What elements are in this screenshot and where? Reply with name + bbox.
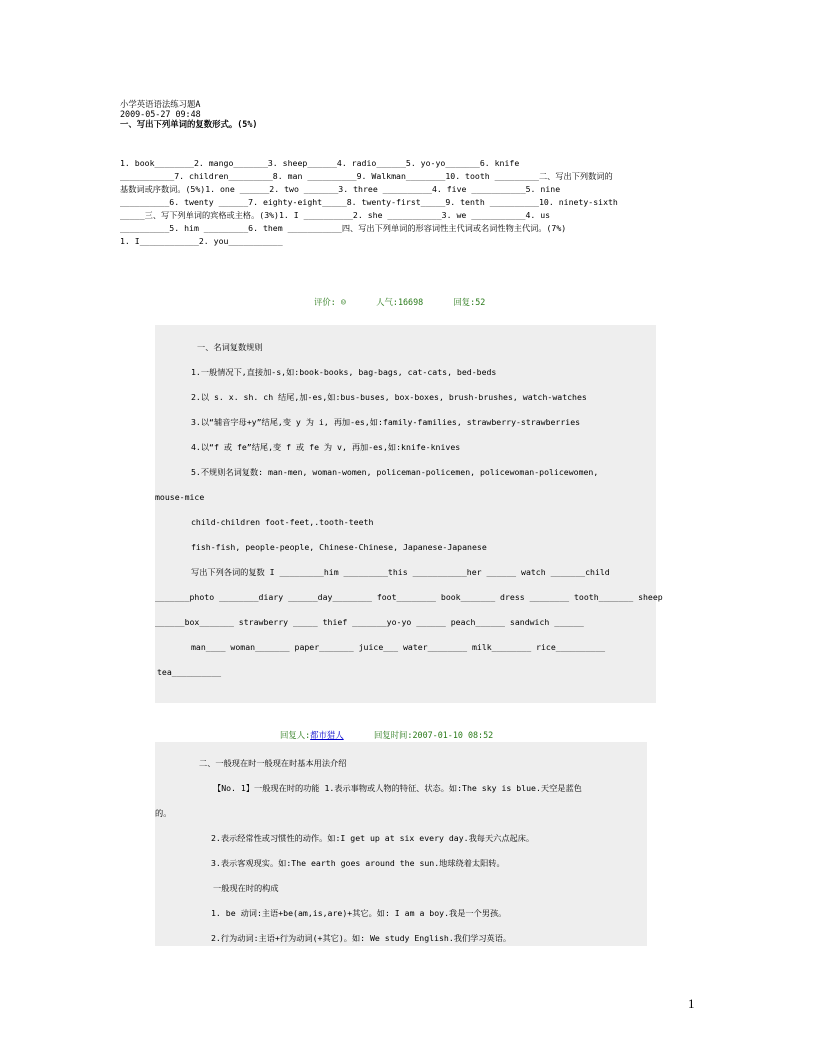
document-title: 小学英语语法练习题A <box>120 99 201 109</box>
practice-line-2: _______photo ________diary ______day________ foot________ book_______ dress ________ tooth_______ sheep <box>155 592 663 602</box>
box1-heading: 一、名词复数规则 <box>197 342 263 352</box>
practice-line-1: 写出下列各词的复数 I _________him _________this ___________her ______ watch _______child <box>191 567 610 577</box>
rule-4: 4.以“f 或 fe”结尾,变 f 或 fe 为 v, 再加-es,如:knife-knives <box>191 442 461 452</box>
practice-line-4: man____ woman_______ paper_______ juice___ water________ milk________ rice__________ <box>191 642 606 652</box>
structure-1: 1. be 动词:主语+be(am,is,are)+其它。如: I am a boy.我是一个男孩。 <box>211 908 507 918</box>
exercise-line: 基数词或序数词。(5%)1. one ______2. two _______3. three __________4. five ___________5. nine <box>120 184 561 194</box>
smiley-icon: ☺ <box>340 297 346 307</box>
replies-value: 52 <box>475 297 486 307</box>
no1-continued: 的。 <box>155 808 172 818</box>
practice-line-3: ______box_______ strawberry _____ thief _______yo-yo ______ peach______ sandwich ______ <box>155 617 584 627</box>
reply-time-label: 回复时间: <box>373 730 413 740</box>
noun-plural-rules-box <box>155 325 663 703</box>
rating-label: 评价: <box>314 297 336 307</box>
rule-2: 2.以 s. x. sh. ch 结尾,加-es,如:bus-buses, box-boxes, brush-brushes, watch-watches <box>191 392 587 402</box>
usage-3: 3.表示客观现实。如:The earth goes around the sun.地球绕着太阳转。 <box>211 858 505 868</box>
irregular-examples-2: fish-fish, people-people, Chinese-Chinese, Japanese-Japanese <box>191 542 487 552</box>
exercise-line: 1. I____________2. you___________ <box>120 236 283 246</box>
exercise-line: _____三、写下列单词的宾格或主格。(3%)1. I __________2. she ___________3. we ___________4. us <box>120 210 551 220</box>
document-header <box>120 99 700 129</box>
section-1-heading: 一、写出下列单词的复数形式。(5%) <box>120 119 258 129</box>
replier-link[interactable]: 都市猎人 <box>310 730 344 740</box>
rule-5: 5.不规则名词复数: man-men, woman-women, policeman-policemen, policewoman-policewomen, <box>191 467 599 477</box>
rule-1: 1.一般情况下,直接加-s,如:book-books, bag-bags, cat-cats, bed-beds <box>191 367 497 377</box>
structure-heading: 一般现在时的构成 <box>213 883 279 893</box>
rating-bar <box>314 296 485 308</box>
popularity-label: 人气: <box>376 297 398 307</box>
replier-label: 回复人: <box>280 730 311 740</box>
exercise-line: ___________7. children_________8. man __________9. Walkman________10. tooth _________二、写出下列数词的 <box>120 171 613 181</box>
irregular-examples-1: child-children foot-feet,.tooth-teeth <box>191 517 374 527</box>
page-number: 1 <box>688 996 695 1011</box>
exercise-line: 1. book________2. mango_______3. sheep______4. radio______5. yo-yo_______6. knife <box>120 158 520 168</box>
replies-label: 回复: <box>453 297 476 307</box>
rule-3: 3.以“辅音字母+y”结尾,变 y 为 i, 再加-es,如:family-families, strawberry-strawberries <box>191 417 581 427</box>
reply-info <box>280 729 493 741</box>
practice-line-5: tea__________ <box>157 667 222 677</box>
no1-function: 【No. 1】一般现在时的功能 1.表示事物或人物的特征、状态。如:The sky is blue.天空是蓝色 <box>213 783 582 793</box>
rule-5-continued: mouse-mice <box>155 492 205 502</box>
reply-time: 2007-01-10 08:52 <box>412 730 494 740</box>
box2-heading: 二、一般现在时一般现在时基本用法介绍 <box>199 758 347 768</box>
present-tense-box <box>155 742 647 946</box>
usage-2: 2.表示经常性或习惯性的动作。如:I get up at six every day.我每天六点起床。 <box>211 833 535 843</box>
document-datetime: 2009-05-27 09:48 <box>120 109 201 119</box>
exercise-block <box>120 157 700 248</box>
exercise-line: __________5. him _________6. them ___________四、写出下列单词的形容词性主代词或名词性物主代词。(7%) <box>120 223 567 233</box>
structure-2: 2.行为动词:主语+行为动词(+其它)。如: We study English.我们学习英语。 <box>211 933 512 943</box>
exercise-line: __________6. twenty ______7. eighty-eight_____8. twenty-first_____9. tenth __________10. ninety-sixth <box>120 197 618 207</box>
popularity-value: 16698 <box>397 297 424 307</box>
